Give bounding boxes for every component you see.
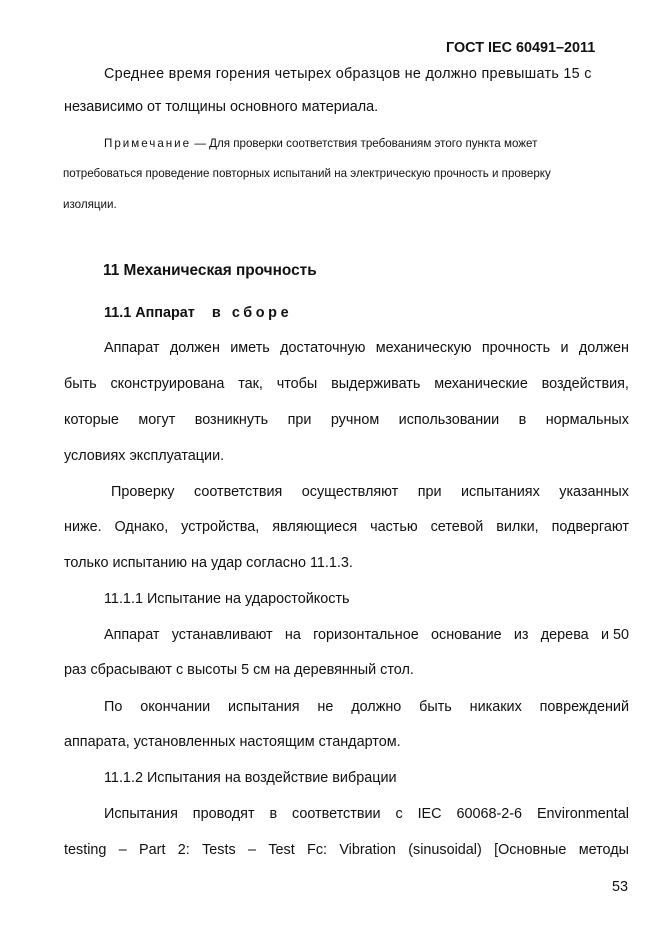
word: при xyxy=(287,412,312,428)
word: проводят xyxy=(192,806,255,822)
word: и 50 xyxy=(600,627,629,643)
para4-line-1 xyxy=(104,698,629,716)
clause-1-1-2-title: 11.1.2 Испытания на воздействие вибрации xyxy=(104,770,397,786)
para2-line-3: только испытанию на удар согласно 11.1.3. xyxy=(64,555,353,571)
subsection-title xyxy=(104,304,292,322)
word: повреждений xyxy=(539,699,629,715)
word: ручном xyxy=(330,412,380,428)
word: горизонтальное xyxy=(313,627,419,643)
word: могут xyxy=(138,412,176,428)
word: Испытания xyxy=(104,806,178,822)
word: должен xyxy=(169,340,220,356)
word: устанавливают xyxy=(171,627,273,643)
word: методы xyxy=(578,842,629,858)
word: Аппарат xyxy=(104,340,160,356)
word: иметь xyxy=(230,340,270,356)
word: – xyxy=(118,842,127,858)
word: соответствия xyxy=(193,484,283,500)
word: сконструирована xyxy=(110,376,225,392)
word: достаточную xyxy=(280,340,366,356)
word: с xyxy=(395,806,403,822)
word: и xyxy=(560,340,569,356)
word: механические xyxy=(434,376,528,392)
word: сетевой xyxy=(430,519,484,535)
word: Fc: xyxy=(307,842,328,858)
para1-line-1 xyxy=(104,339,629,357)
word: IEC xyxy=(417,806,442,822)
word: использовании xyxy=(398,412,500,428)
word: так, xyxy=(238,376,263,392)
word: Environmental xyxy=(536,806,629,822)
note-line-2: потребоваться проведение повторных испытаний на электрическую прочность и проверку xyxy=(63,167,551,180)
para1-line-4: условиях эксплуатации. xyxy=(64,448,225,464)
word: из xyxy=(513,627,529,643)
word: Аппарат xyxy=(104,627,160,643)
note-line-3: изоляции. xyxy=(63,198,117,211)
subsection-title-spaced: в сборе xyxy=(211,305,293,321)
word: – xyxy=(248,842,257,858)
note-label: Примечание xyxy=(104,137,192,150)
word: механическую xyxy=(375,340,472,356)
word: прочность xyxy=(481,340,551,356)
word: испытаниях xyxy=(461,484,540,500)
para1-line-2 xyxy=(64,375,629,393)
para3-line-1 xyxy=(104,626,629,644)
word: 60068-2-6 xyxy=(456,806,523,822)
word: Проверку xyxy=(111,484,175,500)
word: основание xyxy=(431,627,502,643)
word: которые xyxy=(64,412,119,428)
word: Однако, xyxy=(114,519,169,535)
word: в xyxy=(269,806,278,822)
word: 2: xyxy=(177,842,190,858)
word: должно xyxy=(351,699,402,715)
section-title: 11 Механическая прочность xyxy=(103,262,317,279)
word: подвергают xyxy=(551,519,629,535)
word: воздействия, xyxy=(541,376,629,392)
intro-line-2: независимо от толщины основного материала. xyxy=(64,99,379,115)
para5-line-1 xyxy=(104,805,629,823)
clause-1-1-1-title: 11.1.1 Испытание на ударостойкость xyxy=(104,591,350,607)
word: Test xyxy=(268,842,295,858)
word: выдерживать xyxy=(331,376,421,392)
word: испытания xyxy=(227,699,300,715)
note-text: — Для проверки соответствия требованиям этого пункта может xyxy=(191,137,538,150)
para2-line-1 xyxy=(111,483,629,501)
word: быть xyxy=(419,699,452,715)
word: должен xyxy=(578,340,629,356)
word: testing xyxy=(64,842,107,858)
word: Part xyxy=(139,842,166,858)
para2-line-2 xyxy=(64,518,629,536)
word: окончании xyxy=(140,699,211,715)
para3-line-2: раз сбрасывают с высоты 5 см на деревянный стол. xyxy=(64,662,414,678)
word: на xyxy=(284,627,301,643)
word: никаких xyxy=(469,699,522,715)
word: По xyxy=(104,699,123,715)
para5-line-2 xyxy=(64,841,629,859)
word: нормальных xyxy=(545,412,629,428)
word: не xyxy=(317,699,334,715)
word: частью xyxy=(370,519,418,535)
word: являющиеся xyxy=(272,519,358,535)
word: осуществляют xyxy=(301,484,399,500)
word: соответствии xyxy=(291,806,381,822)
page-number: 53 xyxy=(612,879,629,895)
para4-line-2: аппарата, установленных настоящим стандартом. xyxy=(64,734,401,750)
word: устройства, xyxy=(181,519,260,535)
word: дерева xyxy=(540,627,589,643)
word: возникнуть xyxy=(194,412,269,428)
subsection-title-main: 11.1 Аппарат xyxy=(104,305,195,321)
word: при xyxy=(417,484,442,500)
word: (sinusoidal) xyxy=(408,842,482,858)
note-line-1 xyxy=(104,136,537,151)
word: быть xyxy=(64,376,97,392)
word: в xyxy=(518,412,527,428)
word: вилки, xyxy=(496,519,539,535)
intro-line-1: Среднее время горения четырех образцов не должно превышать 15 с xyxy=(104,66,592,82)
document-code: ГОСТ IEC 60491–2011 xyxy=(446,40,596,56)
word: Tests xyxy=(202,842,236,858)
word: указанных xyxy=(559,484,629,500)
word: Vibration xyxy=(339,842,396,858)
word: ниже. xyxy=(64,519,102,535)
para1-line-3 xyxy=(64,411,629,429)
word: чтобы xyxy=(276,376,318,392)
word: [Основные xyxy=(494,842,567,858)
